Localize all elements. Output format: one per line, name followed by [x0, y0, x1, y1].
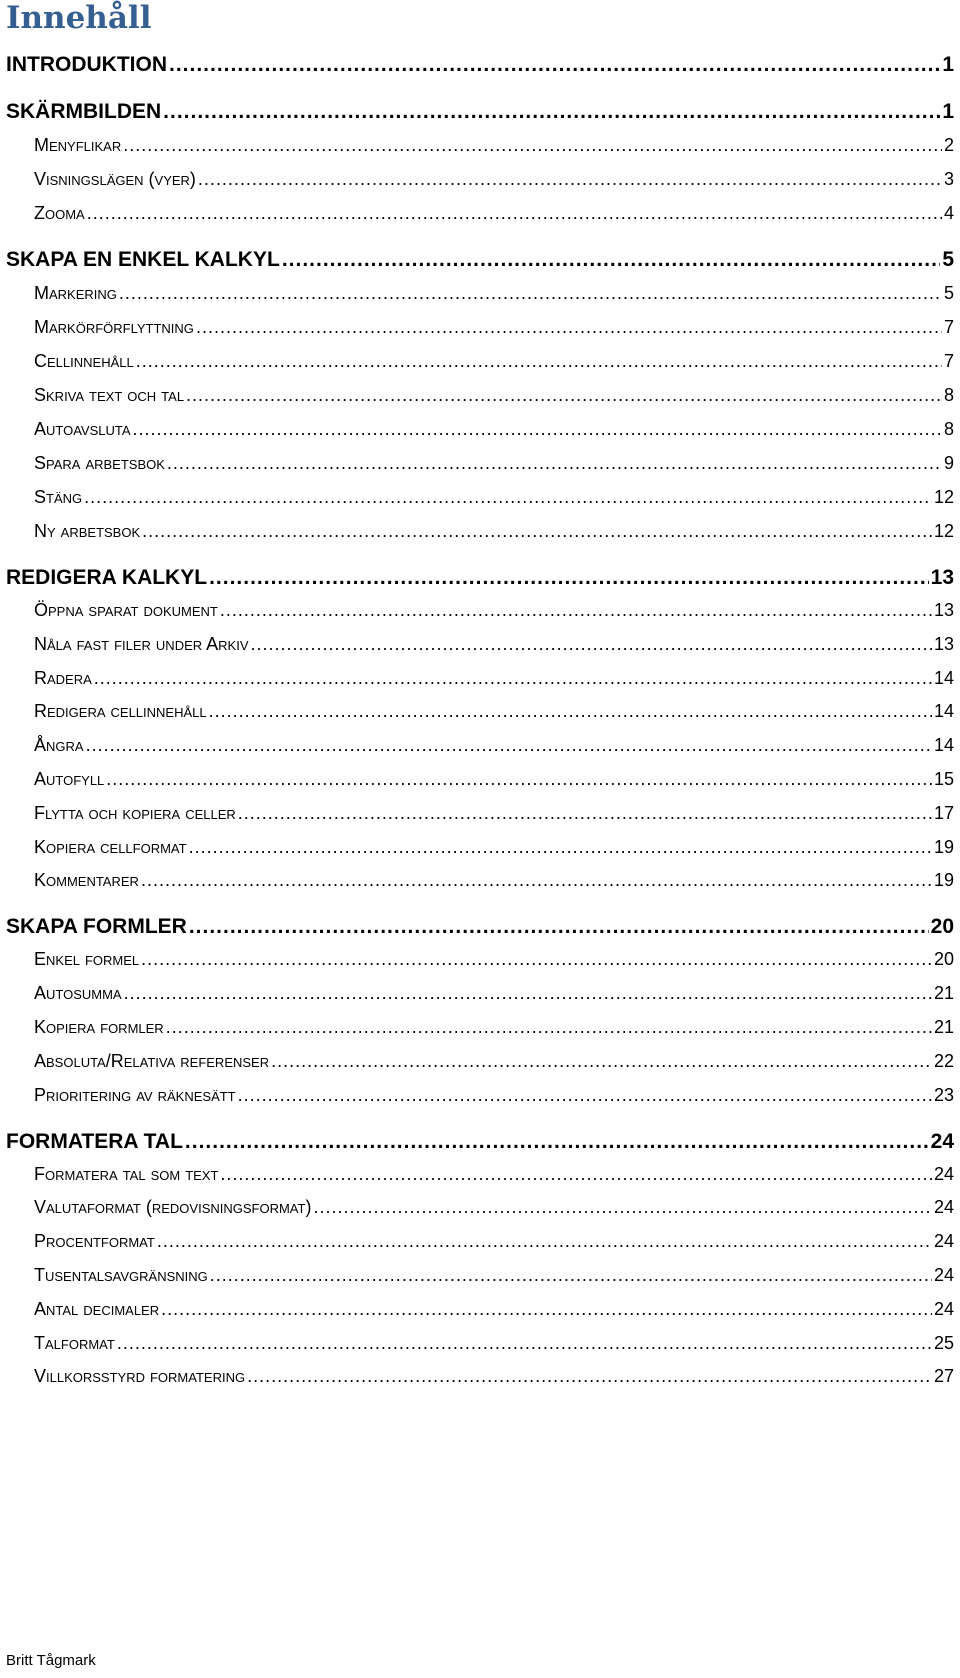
toc-dot-leader	[209, 566, 929, 590]
toc-dot-leader	[141, 949, 932, 970]
toc-entry-title: Menyflikar	[34, 135, 122, 155]
toc-section-entry[interactable]	[34, 1299, 954, 1320]
toc-entry-title: Spara arbetsbok	[34, 453, 165, 473]
toc-section-entry[interactable]	[34, 983, 954, 1004]
toc-dot-leader	[189, 915, 929, 939]
toc-chapter-entry[interactable]	[6, 100, 954, 124]
toc-page-number: 25	[933, 1333, 954, 1353]
toc-dot-leader	[161, 1299, 932, 1320]
toc-page-number: 7	[943, 351, 954, 371]
toc-dot-leader	[238, 803, 932, 824]
toc-dot-leader	[186, 385, 942, 406]
toc-dot-leader	[271, 1051, 932, 1072]
toc-dot-leader	[141, 870, 932, 891]
toc-dot-leader	[163, 100, 940, 124]
toc-section-entry[interactable]	[34, 1265, 954, 1286]
toc-page-number: 15	[933, 769, 954, 789]
toc-section-entry[interactable]	[34, 169, 954, 190]
toc-chapter-entry[interactable]	[6, 53, 954, 77]
toc-dot-leader	[124, 983, 932, 1004]
toc-entry-title: Radera	[34, 668, 92, 688]
toc-section-entry[interactable]	[34, 385, 954, 406]
toc-page-number: 13	[933, 600, 954, 620]
toc-chapter-entry[interactable]	[6, 248, 954, 272]
toc-dot-leader	[94, 668, 932, 689]
toc-page-number: 23	[933, 1085, 954, 1105]
toc-page-number: 4	[943, 203, 954, 223]
toc-dot-leader	[313, 1197, 932, 1218]
toc-section-entry[interactable]	[34, 351, 954, 372]
toc-page-number: 27	[933, 1366, 954, 1386]
toc-page-number: 1	[942, 53, 954, 76]
toc-entry-title: INTRODUKTION	[6, 53, 167, 76]
toc-page-number: 13	[930, 566, 954, 589]
toc-page-number: 8	[943, 385, 954, 405]
toc-dot-leader	[157, 1231, 932, 1252]
toc-entry-title: Procentformat	[34, 1231, 155, 1251]
toc-section-entry[interactable]	[34, 1197, 954, 1218]
toc-page-number: 14	[933, 735, 954, 755]
toc-page-number: 21	[933, 983, 954, 1003]
toc-page-number: 24	[933, 1265, 954, 1285]
toc-entry-title: Ny arbetsbok	[34, 521, 141, 541]
toc-entry-title: FORMATERA TAL	[6, 1130, 183, 1153]
toc-dot-leader	[87, 203, 942, 224]
toc-section-entry[interactable]	[34, 1051, 954, 1072]
toc-page-number: 24	[933, 1299, 954, 1319]
toc-section-entry[interactable]	[34, 870, 954, 891]
toc-entry-title: Enkel formel	[34, 949, 140, 969]
toc-entry-title: Kopiera cellformat	[34, 837, 187, 857]
toc-dot-leader	[185, 1130, 929, 1154]
toc-section-entry[interactable]	[34, 1085, 954, 1106]
toc-entry-title: Ångra	[34, 735, 84, 755]
toc-section-entry[interactable]	[34, 1231, 954, 1252]
toc-dot-leader	[282, 248, 941, 272]
toc-dot-leader	[169, 53, 940, 77]
toc-chapter-entry[interactable]	[6, 1130, 954, 1154]
toc-page-number: 5	[942, 248, 954, 271]
toc-entry-title: Cellinnehåll	[34, 351, 134, 371]
toc-dot-leader	[136, 351, 942, 372]
toc-dot-leader	[119, 283, 942, 304]
toc-entry-title: Visningslägen (vyer)	[34, 169, 196, 189]
toc-section-entry[interactable]	[34, 419, 954, 440]
toc-entry-title: Autoavsluta	[34, 419, 131, 439]
toc-entry-title: Markering	[34, 283, 117, 303]
toc-page-number: 20	[933, 949, 954, 969]
toc-entry-title: SKÄRMBILDEN	[6, 100, 162, 123]
toc-section-entry[interactable]	[34, 203, 954, 224]
toc-dot-leader	[220, 1164, 932, 1185]
toc-page-number: 24	[933, 1197, 954, 1217]
toc-page-number: 19	[933, 837, 954, 857]
toc-entry-title: Stäng	[34, 487, 83, 507]
toc-section-entry[interactable]	[34, 453, 954, 474]
toc-entry-title: Nåla fast filer under Arkiv	[34, 634, 249, 654]
toc-page-number: 21	[933, 1017, 954, 1037]
toc-page-number: 19	[933, 870, 954, 890]
toc-page-number: 20	[930, 915, 954, 938]
toc-page-number: 9	[943, 453, 954, 473]
toc-entry-title: Absoluta/Relativa referenser	[34, 1051, 270, 1071]
toc-dot-leader	[189, 837, 932, 858]
toc-page-number: 8	[943, 419, 954, 439]
toc-dot-leader	[117, 1333, 932, 1354]
toc-dot-leader	[84, 487, 932, 508]
toc-page-number: 5	[943, 283, 954, 303]
toc-dot-leader	[123, 135, 942, 156]
toc-entry-title: Markörförflyttning	[34, 317, 194, 337]
toc-entry-title: SKAPA FORMLER	[6, 915, 187, 938]
toc-section-entry[interactable]	[34, 735, 954, 756]
toc-section-entry[interactable]	[34, 1017, 954, 1038]
toc-page-number: 13	[933, 634, 954, 654]
toc-dot-leader	[196, 317, 942, 338]
toc-section-entry[interactable]	[34, 317, 954, 338]
toc-page-number: 12	[933, 487, 954, 507]
toc-dot-leader	[238, 1085, 932, 1106]
toc-section-entry[interactable]	[34, 769, 954, 790]
toc-entry-title: Autofyll	[34, 769, 105, 789]
toc-entry-title: Prioritering av räknesätt	[34, 1085, 236, 1105]
toc-dot-leader	[251, 634, 932, 655]
toc-entry-title: Kopiera formler	[34, 1017, 164, 1037]
toc-entry-title: Skriva text och tal	[34, 385, 185, 405]
toc-dot-leader	[210, 1265, 932, 1286]
toc-entry-title: Kommentarer	[34, 870, 139, 890]
toc-section-entry[interactable]	[34, 1333, 954, 1354]
toc-entry-title: Formatera tal som text	[34, 1164, 219, 1184]
toc-page-number: 3	[943, 169, 954, 189]
toc-section-entry[interactable]	[34, 521, 954, 542]
toc-page-number: 24	[933, 1164, 954, 1184]
toc-dot-leader	[166, 1017, 932, 1038]
toc-entry-title: Autosumma	[34, 983, 122, 1003]
toc-page-number: 14	[933, 701, 954, 721]
toc-section-entry[interactable]	[34, 487, 954, 508]
toc-entry-title: Valutaformat (redovisningsformat)	[34, 1197, 312, 1217]
toc-section-entry[interactable]	[34, 135, 954, 156]
toc-entry-title: Flytta och kopiera celler	[34, 803, 236, 823]
toc-section-entry[interactable]	[34, 668, 954, 689]
toc-page-number: 17	[933, 803, 954, 823]
toc-dot-leader	[247, 1366, 932, 1387]
toc-dot-leader	[106, 769, 932, 790]
toc-page-number: 24	[933, 1231, 954, 1251]
toc-dot-leader	[142, 521, 932, 542]
toc-section-entry[interactable]	[34, 837, 954, 858]
toc-page-number: 12	[933, 521, 954, 541]
toc-section-entry[interactable]	[34, 1164, 954, 1185]
toc-section-entry[interactable]	[34, 701, 954, 722]
toc-entry-title: REDIGERA KALKYL	[6, 566, 208, 589]
toc-heading: Innehåll	[6, 0, 152, 36]
toc-section-entry[interactable]	[34, 634, 954, 655]
toc-entry-title: SKAPA EN ENKEL KALKYL	[6, 248, 280, 271]
toc-page-number: 22	[933, 1051, 954, 1071]
toc-chapter-entry[interactable]	[6, 566, 954, 590]
toc-dot-leader	[198, 169, 942, 190]
toc-dot-leader	[86, 735, 932, 756]
toc-page-number: 1	[942, 100, 954, 123]
toc-section-entry[interactable]	[34, 803, 954, 824]
toc-entry-title: Redigera cellinnehåll	[34, 701, 207, 721]
toc-entry-title: Zooma	[34, 203, 85, 223]
toc-page-number: 14	[933, 668, 954, 688]
toc-section-entry[interactable]	[34, 1366, 954, 1387]
toc-chapter-entry[interactable]	[6, 915, 954, 939]
toc-entry-title: Antal decimaler	[34, 1299, 160, 1319]
toc-section-entry[interactable]	[34, 949, 954, 970]
toc-section-entry[interactable]	[34, 600, 954, 621]
toc-page-number: 24	[930, 1130, 954, 1153]
toc-section-entry[interactable]	[34, 283, 954, 304]
toc-entry-title: Talformat	[34, 1333, 115, 1353]
toc-page-number: 2	[943, 135, 954, 155]
toc-dot-leader	[167, 453, 942, 474]
footer-author: Britt Tågmark	[6, 1652, 96, 1669]
toc-dot-leader	[133, 419, 942, 440]
toc-page-number: 7	[943, 317, 954, 337]
toc-dot-leader	[209, 701, 932, 722]
toc-dot-leader	[220, 600, 932, 621]
toc-entry-title: Tusentalsavgränsning	[34, 1265, 208, 1285]
toc-entry-title: Villkorsstyrd formatering	[34, 1366, 246, 1386]
toc-entry-title: Öppna sparat dokument	[34, 600, 218, 620]
